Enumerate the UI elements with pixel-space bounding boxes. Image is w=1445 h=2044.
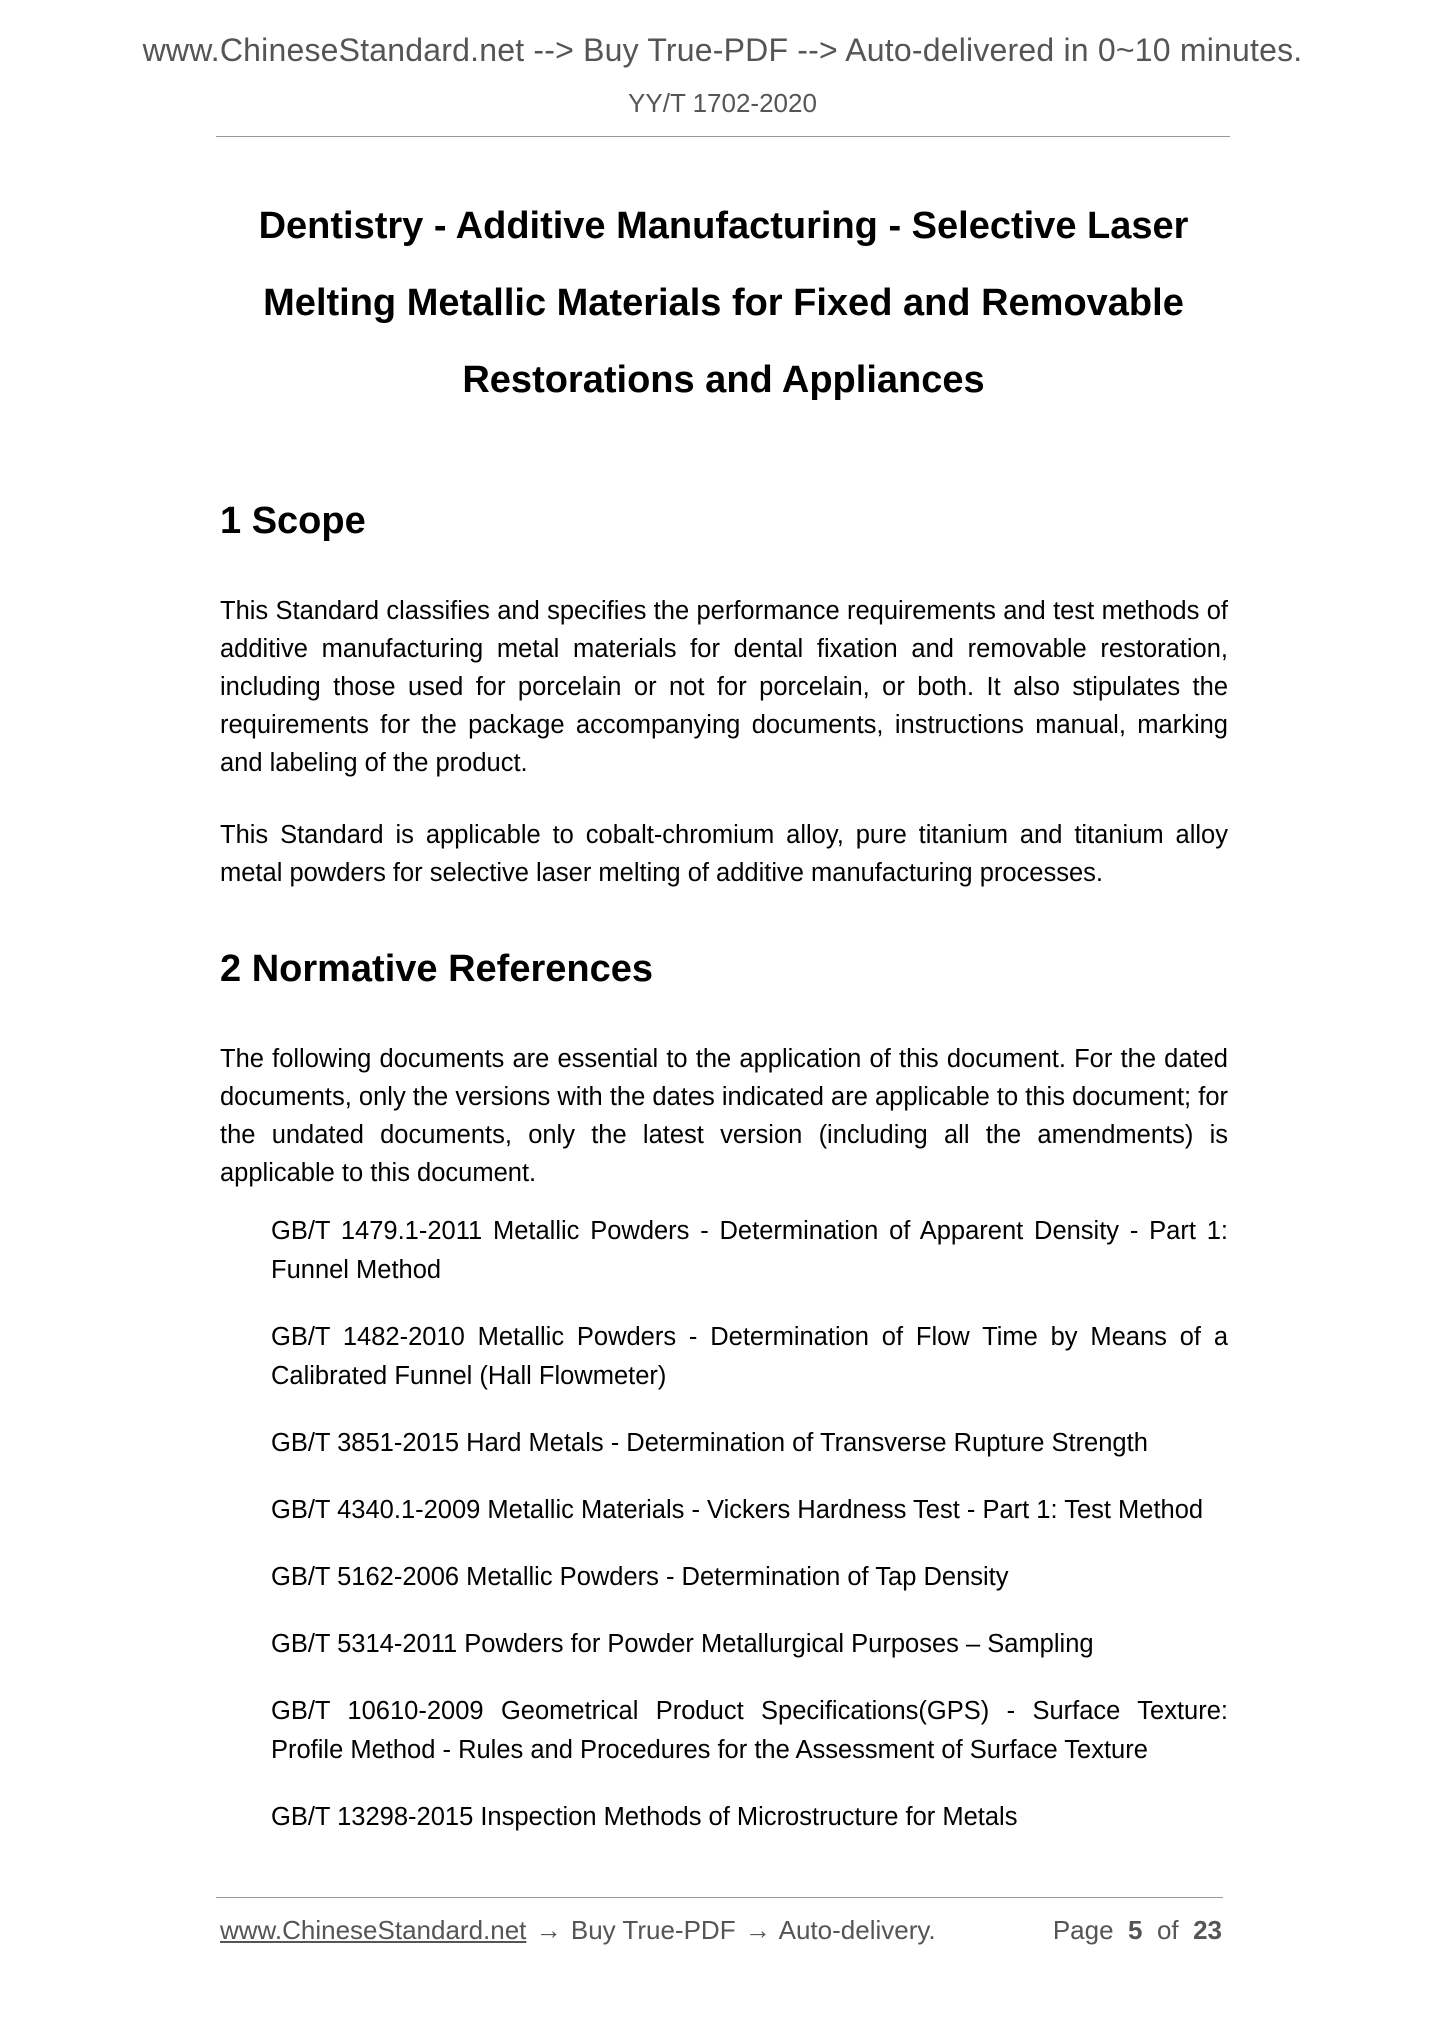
top-banner: www.ChineseStandard.net --> Buy True-PDF --> Auto-delivered in 0~10 minutes. [142,32,1303,68]
delivery-text: Auto-delivery. [778,1915,936,1945]
title-line: Restorations and Appliances [462,359,985,401]
document-title [220,188,1227,419]
reference-item: GB/T 1479.1-2011 Metallic Powders - Determination of Apparent Density - Part 1: Funnel Method [271,1217,1228,1284]
reference-item: GB/T 1482-2010 Metallic Powders - Determination of Flow Time by Means of a Calibrated Funnel (Hall Flowmeter) [271,1323,1228,1390]
normative-intro-paragraph: The following documents are essential to the application of this document. For the dated documents, only the versions with the dates indicated are applicable to this document; for the undated documents, only the latest version (including all the amendments) is applicable to this document. [220,1045,1228,1187]
arrow-right-icon: → [744,1915,771,1945]
total-pages: 23 [1193,1915,1222,1945]
reference-list [271,1212,1228,1865]
reference-item: GB/T 5314-2011 Powders for Powder Metallurgical Purposes – Sampling [271,1630,1094,1658]
footer-divider [216,1897,1223,1898]
section-heading-scope: 1 Scope [220,500,366,542]
reference-item: GB/T 5162-2006 Metallic Powders - Determination of Tap Density [271,1563,1009,1591]
title-line: Dentistry - Additive Manufacturing - Selective Laser [258,205,1189,247]
of-label: of [1156,1915,1179,1945]
section-heading-normative-references: 2 Normative References [220,948,653,990]
reference-item: GB/T 3851-2015 Hard Metals - Determination of Transverse Rupture Strength [271,1429,1148,1457]
website-link[interactable]: www.ChineseStandard.net [220,1915,527,1945]
scope-paragraph: This Standard classifies and specifies the performance requirements and test methods of additive manufacturing metal materials for dental fixation and removable restoration, including those used for porcelain or not for porcelain, or both. It also stipulates the requirements for the package accompanying documents, instructions manual, marking and labeling of the product. [220,597,1228,777]
reference-item: GB/T 4340.1-2009 Metallic Materials - Vickers Hardness Test - Part 1: Test Method [271,1496,1204,1524]
reference-item: GB/T 13298-2015 Inspection Methods of Microstructure for Metals [271,1803,1018,1831]
page-number: 5 [1128,1915,1143,1945]
scope-paragraph: This Standard is applicable to cobalt-chromium alloy, pure titanium and titanium alloy metal powders for selective laser melting of additive manufacturing processes. [220,821,1228,887]
reference-item: GB/T 10610-2009 Geometrical Product Specifications(GPS) - Surface Texture: Profile Method - Rules and Procedures for the Assessment of Surface Texture [271,1697,1228,1764]
arrow-right-icon: → [535,1915,562,1945]
title-line: Melting Metallic Materials for Fixed and Removable [263,282,1184,324]
document-number: YY/T 1702-2020 [628,88,817,118]
footer-left [220,1915,936,1946]
buy-text: Buy True-PDF [570,1915,736,1945]
page-indicator [1053,1915,1222,1946]
page-label: Page [1052,1915,1114,1945]
header-divider [216,136,1230,137]
